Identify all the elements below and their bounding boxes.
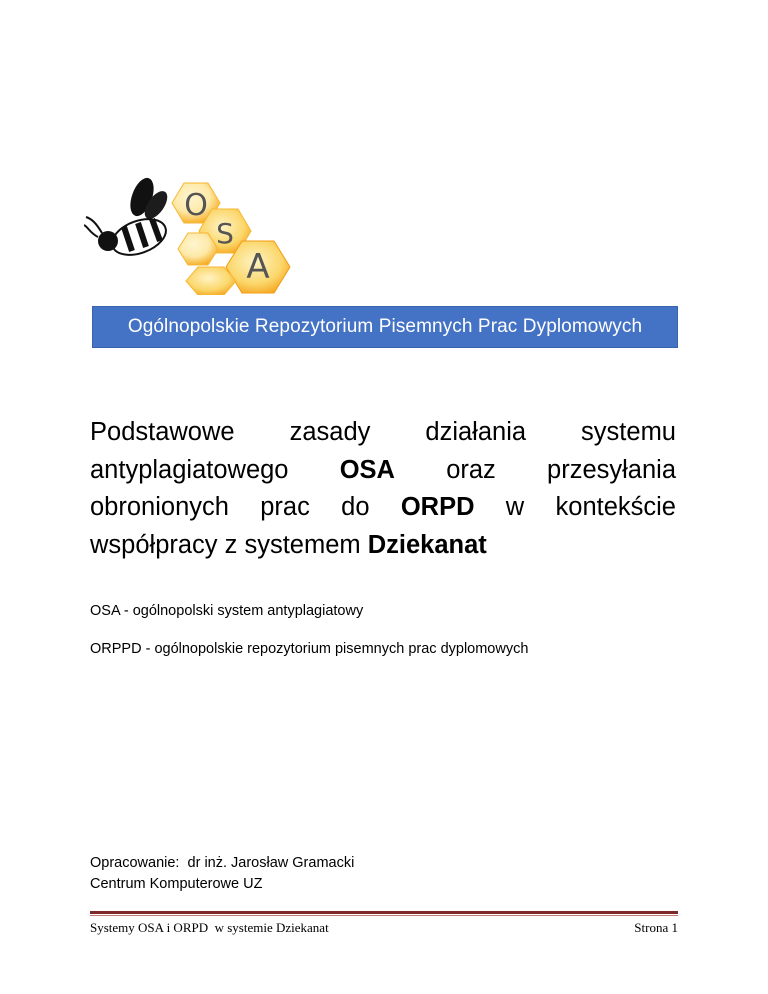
- page-number: Strona 1: [634, 920, 678, 935]
- title-word-osa: OSA: [339, 455, 395, 484]
- title-word: obronionych: [90, 493, 229, 521]
- logo-letter-a: A: [246, 247, 270, 287]
- title-word: systemu: [581, 418, 676, 446]
- author-line: Opracowanie: dr inż. Jarosław Gramacki: [90, 855, 355, 871]
- footer-rule-thin: [90, 915, 678, 916]
- title-word: do: [341, 493, 370, 521]
- title-word: Podstawowe: [90, 418, 235, 446]
- credits: [90, 853, 354, 895]
- osa-logo: [84, 175, 314, 295]
- title-line-3: [90, 489, 676, 527]
- title-word: prac: [260, 493, 310, 521]
- abbreviation-osa: OSA - ogólnopolski system antyplagiatowy: [90, 603, 364, 619]
- title-line-4: [90, 527, 676, 565]
- title-line-2: [90, 452, 676, 490]
- title-word: zasady: [289, 418, 371, 446]
- title-line-1: [90, 414, 676, 452]
- document-title: [90, 414, 676, 564]
- repository-banner: Ogólnopolskie Repozytorium Pisemnych Prac Dyplomowych: [92, 306, 678, 348]
- title-text: współpracy z systemem: [90, 530, 368, 559]
- footer-rule: [90, 911, 678, 914]
- title-word: przesyłania: [547, 455, 676, 484]
- title-word: antyplagiatowego: [90, 455, 289, 484]
- logo-letter-s: S: [216, 217, 234, 250]
- page-footer: [90, 920, 678, 936]
- logo-letter-o: O: [184, 188, 208, 223]
- title-word: oraz: [446, 455, 496, 484]
- title-word: w: [505, 493, 525, 521]
- footer-title: Systemy OSA i ORPD w systemie Dziekanat: [90, 920, 329, 935]
- title-word-dziekanat: Dziekanat: [367, 530, 487, 559]
- title-word: działania: [425, 418, 527, 446]
- institution-line: Centrum Komputerowe UZ: [90, 876, 263, 892]
- title-word: kontekście: [555, 493, 676, 521]
- title-word-orpd: ORPD: [400, 493, 475, 521]
- bee-icon: [84, 175, 172, 262]
- abbreviation-orppd: ORPPD - ogólnopolskie repozytorium pisemnych prac dyplomowych: [90, 641, 529, 657]
